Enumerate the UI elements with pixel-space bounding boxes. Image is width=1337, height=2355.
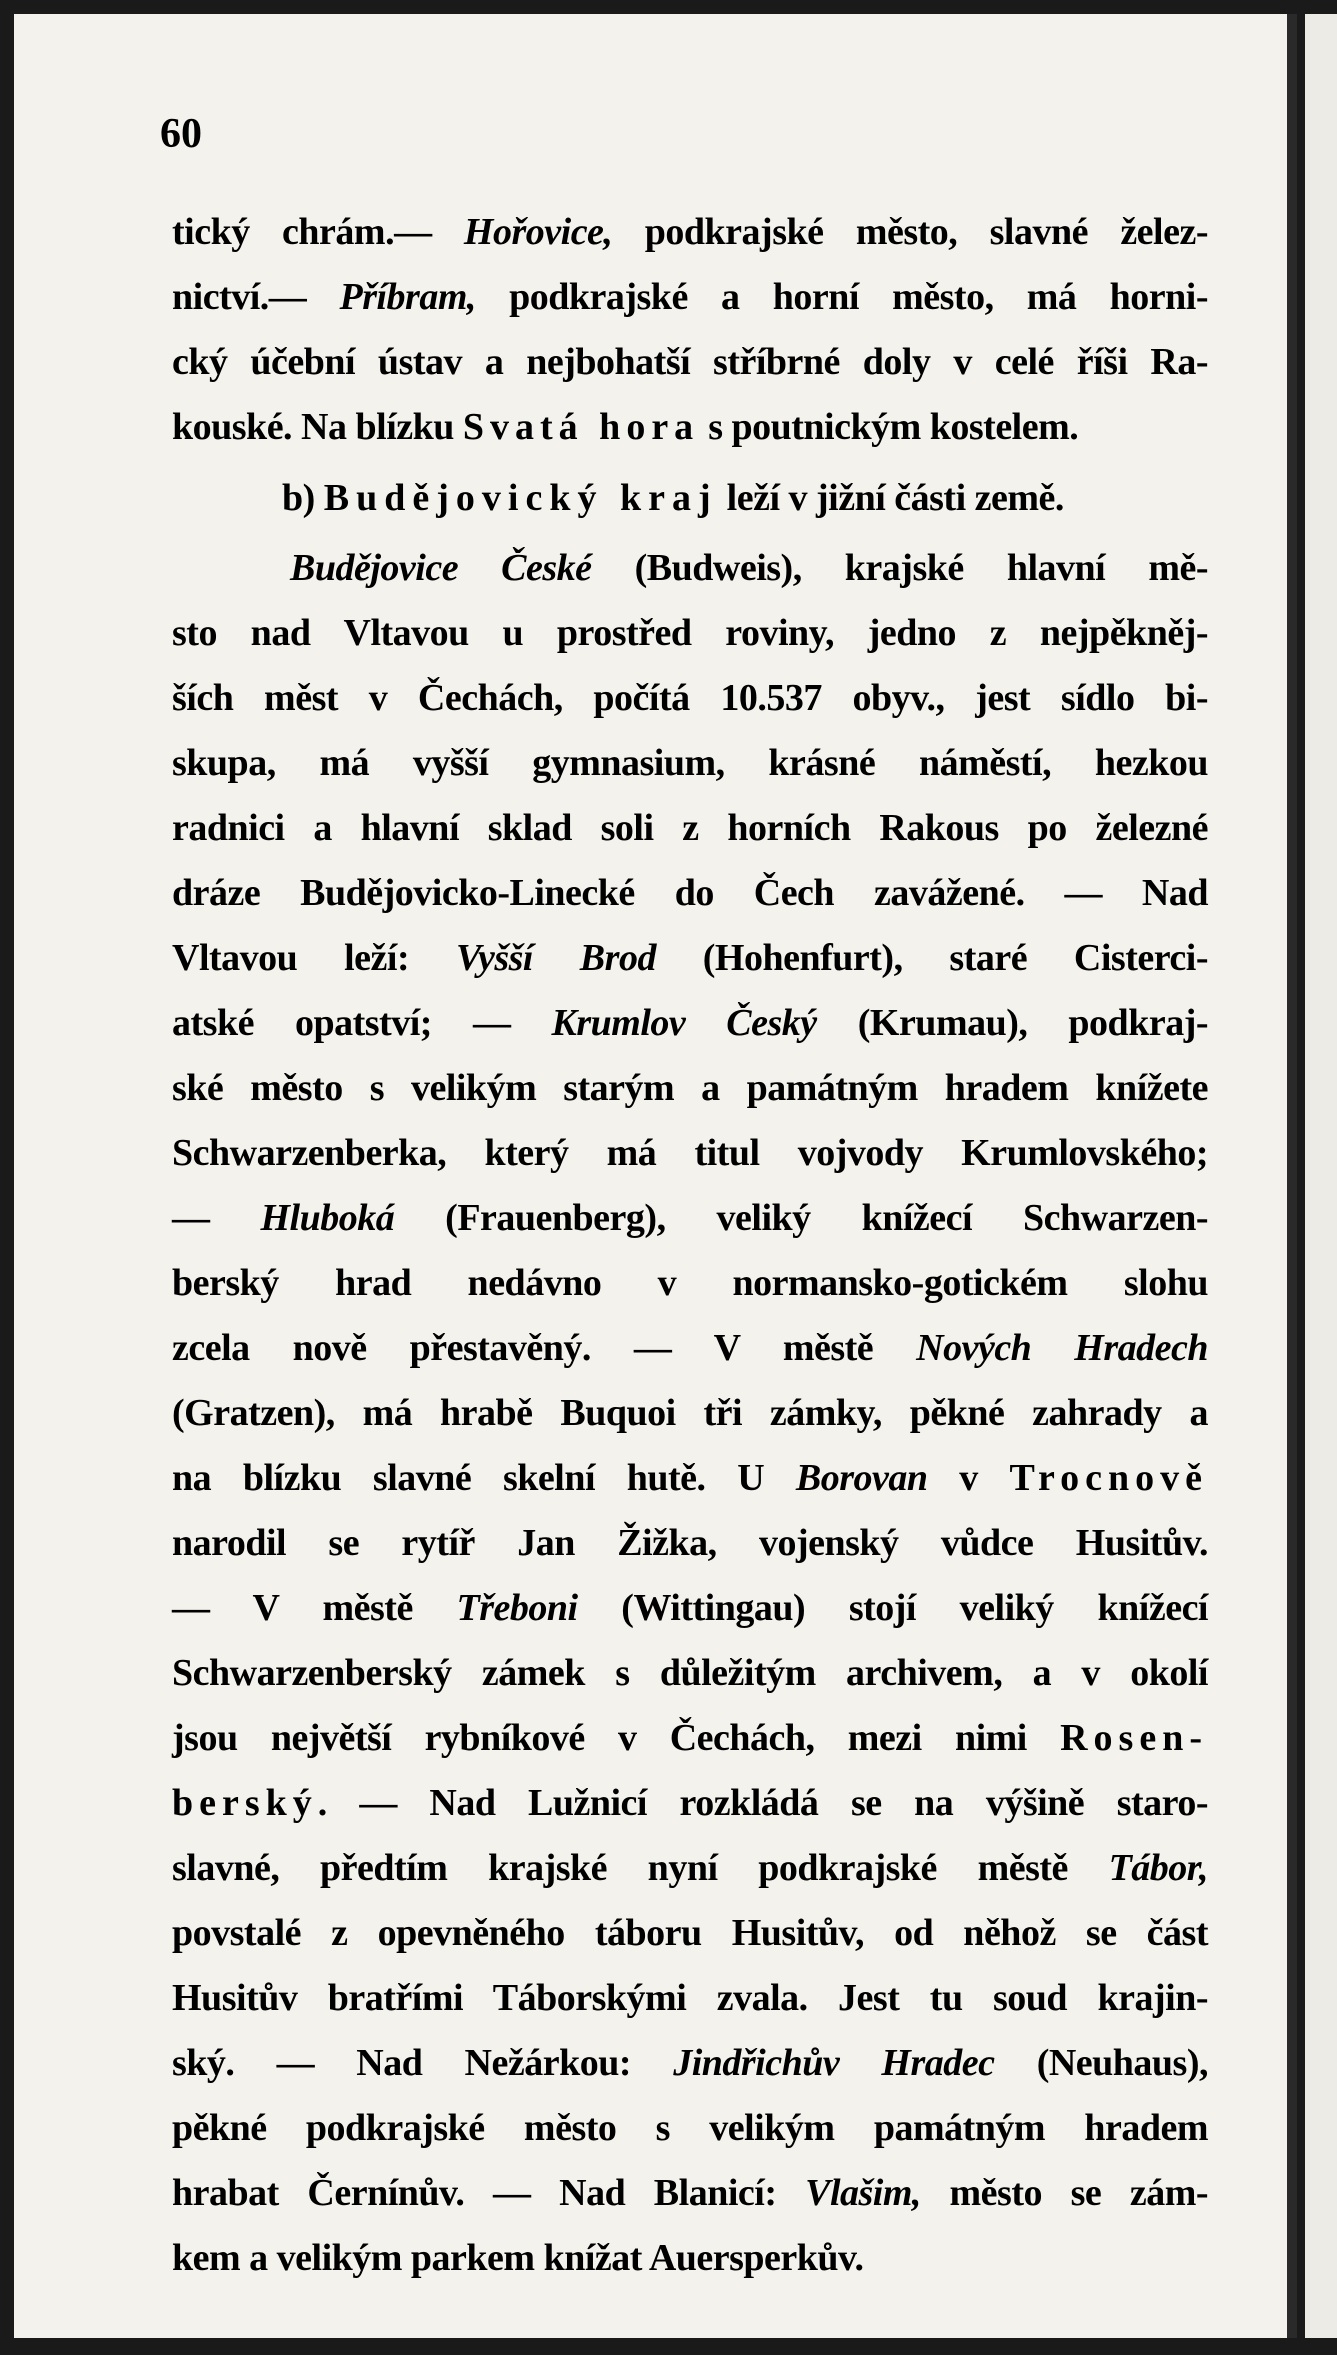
text-line: radnici a hlavní sklad soli z horních Rakous po železné <box>172 807 1208 849</box>
place-name: Třeboni <box>456 1587 578 1629</box>
text-line: tický chrám.— Hořovice, podkrajské město, slavné želez- <box>172 211 1208 253</box>
page-number: 60 <box>160 111 202 157</box>
text-line: jsou největší rybníkové v Čechách, mezi nimi Rosen- <box>172 1717 1208 1759</box>
place-name: Svatá hora <box>462 406 700 448</box>
page-edge-shadow <box>1287 14 1297 2338</box>
text-line: cký účební ústav a nejbohatší stříbrné doly v celé říši Ra- <box>172 341 1208 383</box>
text-line: Schwarzenberka, který má titul vojvody Krumlovského; <box>172 1132 1208 1174</box>
text-line: Schwarzenberský zámek s důležitým archivem, a v okolí <box>172 1652 1208 1694</box>
text-line: slavné, předtím krajské nyní podkrajské městě Tábor, <box>172 1847 1208 1889</box>
text-line: pěkné podkrajské město s velikým památným hradem <box>172 2107 1208 2149</box>
text-line: skupa, má vyšší gymnasium, krásné náměstí, hezkou <box>172 742 1208 784</box>
place-name: berský <box>172 1782 318 1824</box>
place-name: Krumlov Český <box>551 1002 817 1044</box>
text-line: Vltavou leží: Vyšší Brod (Hohenfurt), staré Cisterci- <box>172 937 1208 979</box>
text-line: hrabat Černínův. — Nad Blanicí: Vlašim, město se zám- <box>172 2172 1209 2214</box>
section-heading: b) Budějovický kraj leží v jižní části země. <box>282 477 1064 519</box>
place-name: Trocnově <box>1009 1457 1209 1499</box>
place-name: Budějovice České <box>290 547 592 589</box>
text-line: narodil se rytíř Jan Žižka, vojenský vůdce Husitův. <box>172 1522 1208 1564</box>
text-line: berský hrad nedávno v normansko-gotickém slohu <box>172 1262 1208 1304</box>
text-line: — Hluboká (Frauenberg), veliký knížecí Schwarzen- <box>172 1197 1209 1239</box>
text-line: ské město s velikým starým a památným hradem knížete <box>172 1067 1208 1109</box>
text-line: Budějovice České (Budweis), krajské hlavní mě- <box>290 547 1208 589</box>
text-line: dráze Budějovicko-Linecké do Čech zavážené. — Nad <box>172 872 1208 914</box>
place-name: Příbram, <box>339 276 476 318</box>
section-heading-title: Budějovický kraj <box>323 477 718 519</box>
text-line: kem a velikým parkem knížat Auersperkův. <box>172 2237 864 2279</box>
place-name: Hluboká <box>260 1197 395 1239</box>
next-page-sliver <box>1305 14 1337 2338</box>
text-line: sto nad Vltavou u prostřed roviny, jedno z nejpěkněj- <box>172 612 1208 654</box>
text-line: — V městě Třeboni (Wittingau) stojí veliký knížecí <box>172 1587 1208 1629</box>
place-name: Vyšší Brod <box>455 937 656 979</box>
place-name: Hořovice, <box>463 211 613 253</box>
text-line: ších měst v Čechách, počítá 10.537 obyv., jest sídlo bi- <box>172 677 1208 719</box>
text-line: ský. — Nad Nežárkou: Jindřichův Hradec (Neuhaus), <box>172 2042 1209 2084</box>
place-name: Rosen- <box>1060 1717 1208 1759</box>
text-line: Husitův bratřími Táborskými zvala. Jest tu soud krajin- <box>172 1977 1208 2019</box>
place-name: Jindřichův Hradec <box>673 2042 995 2084</box>
text-line: na blízku slavné skelní hutě. U Borovan v Trocnově <box>172 1457 1209 1499</box>
text-line: povstalé z opevněného táboru Husitův, od něhož se část <box>172 1912 1208 1954</box>
text-line: berský. — Nad Lužnicí rozkládá se na výšině staro- <box>172 1782 1208 1824</box>
place-name: Vlašim, <box>805 2172 921 2214</box>
text-line: zcela nově přestavěný. — V městě Nových Hradech <box>172 1327 1208 1369</box>
text-line: (Gratzen), má hrabě Buquoi tři zámky, pěkné zahrady a <box>172 1392 1208 1434</box>
place-name: Borovan <box>795 1457 928 1499</box>
place-name: Tábor, <box>1108 1847 1208 1889</box>
text-line: atské opatství; — Krumlov Český (Krumau), podkraj- <box>172 1002 1209 1044</box>
text-line: nictví.— Příbram, podkrajské a horní město, má horni- <box>172 276 1208 318</box>
place-name: Nových Hradech <box>916 1327 1208 1369</box>
body-text <box>172 200 1208 2291</box>
text-line: kouské. Na blízku Svatá hora s poutnickým kostelem. <box>172 406 1079 448</box>
